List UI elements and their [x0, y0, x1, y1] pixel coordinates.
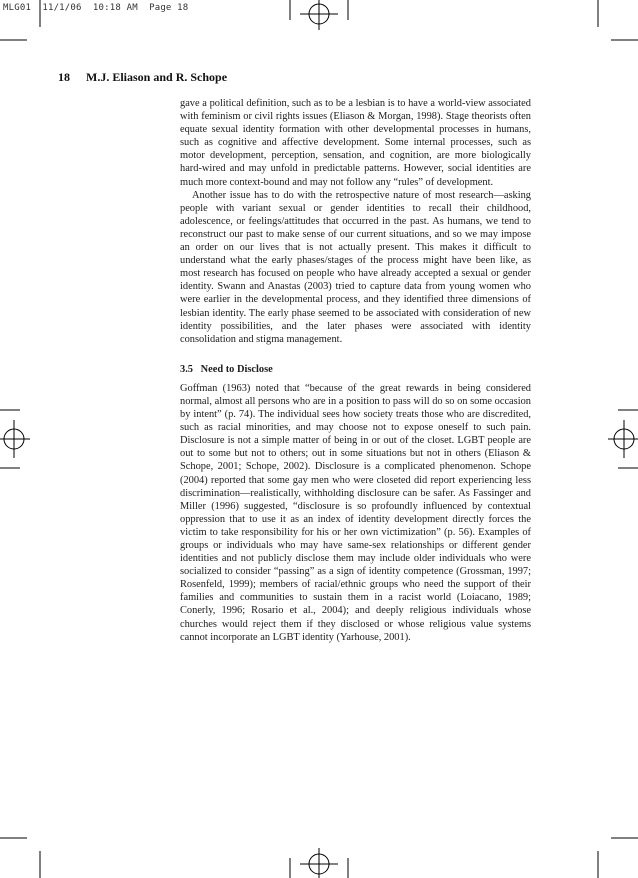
- paragraph: Another issue has to do with the retrospective nature of most research—asking people with variant sexual or gender identities to recall their childhood, adolescence, or feelings/attitudes that occurred in the past. As humans, we tend to reconstruct our past to make sense of our current situations, and so we may impose an order on our lives that is not actually present. This makes it difficult to understand what the early phases/stages of the process might have been like, as most research has focused on people who have already accepted a sexual or gender identity. Swann and Anastas (2003) tried to capture data from young women who were earlier in the developmental process, and they identified three dimensions of lesbian identity. The early phase seemed to be associated with consideration of new identity possibilities, and the later phases were associated with identity consolidation and stigma management.: [180, 189, 531, 345]
- registration-target-top: [290, 0, 348, 30]
- registration-target-right: [608, 410, 638, 468]
- body-text: [180, 97, 531, 644]
- section-heading: [180, 363, 531, 376]
- registration-target-left: [0, 410, 30, 468]
- paragraph: Goffman (1963) noted that “because of the great rewards in being considered normal, almost all persons who are in a position to pass will do so on some occasion by intent” (p. 74). The individual sees how society treats those who are discredited, such as racial minorities, and may choose not to expose oneself to such pain. Disclosure is not a simple matter of being in or out of the closet. LGBT people are out to some but not to others; out in some situations but not in others (Eliason & Schope, 2001; Schope, 2002). Disclosure is a complicated phenomenon. Schope (2004) reported that some gay men who were closeted did report experiencing less discrimination—realistically, withholding disclosure can be safer. As Fassinger and Miller (1996) suggested, “disclosure is so profoundly influenced by contextual oppression that to use it as an index of identity development directly forces the victim to take responsibility for his or her own victimization” (p. 56). Examples of groups or individuals who may have same-sex relationships or different gender identities and not publicly disclose them may include older individuals who were socialized to consider “passing” as a sign of identity competence (Grossman, 1997; Rosenfeld, 1999); members of racial/ethnic groups who need the support of their families and communities to sustain them in a racist world (Loiacano, 1989; Conerly, 1996; Rosario et al., 2004); and deeply religious individuals whose churches would reject them if they disclosed or whose religious value systems cannot incorporate an LGBT identity (Yarhouse, 2001).: [180, 382, 531, 643]
- section-title: Need to Disclose: [200, 363, 273, 375]
- running-head: [58, 70, 458, 85]
- paragraph: gave a political definition, such as to be a lesbian is to have a world-view associated with feminism or civil rights issues (Eliason & Morgan, 1998). Stage theorists often equate sexual identity formation with other developmental processes in humans, such as cognitive and affective development. Some internal processes, such as motor development, perception, sensation, and cognition, are more biologically hard-wired and may unfold in predictable patterns. However, social identities are much more context-bound and may not follow any “rules” of development.: [180, 98, 531, 188]
- print-slug: MLG01 11/1/06 10:18 AM Page 18: [3, 3, 189, 13]
- page-number: 18: [58, 70, 70, 84]
- running-head-authors: M.J. Eliason and R. Schope: [86, 70, 228, 84]
- section-number: 3.5: [180, 363, 193, 375]
- registration-target-bottom: [290, 848, 348, 878]
